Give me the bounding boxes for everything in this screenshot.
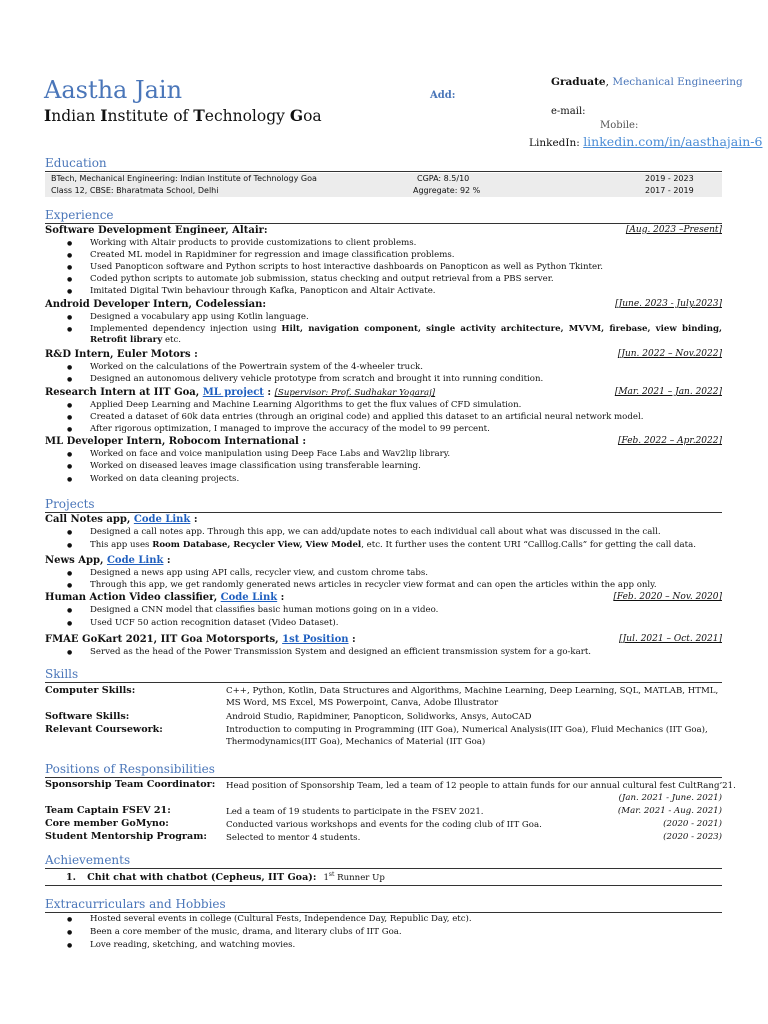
skills-heading: Skills [45,667,79,681]
position-label: Core member GoMyno: [45,818,169,829]
divider [45,512,722,513]
role-title: ML Developer Intern, Robocom International : [Feb. 2022 – Apr.2022] [45,436,722,447]
position-date: (Jan. 2021 - June. 2021) [618,793,722,803]
institute-name: Indian Institute of Technology Goa [44,106,322,125]
position-label: Student Mentorship Program: [45,831,207,842]
divider [45,777,722,778]
linkedin-line: LinkedIn: linkedin.com/in/aasthajain-6 [529,134,763,149]
code-link[interactable]: Code Link [220,592,278,603]
role-date: [Jun. 2022 – Nov.2022] [617,349,722,359]
role-title: Android Developer Intern, Codelessian: [June. 2023 - July.2023] [45,299,722,310]
role-title: Research Intern at IIT Goa, ML project : [Supervisor: Prof. Sudhakar Yogaraj] [Mar. 2021 – Jan. 2022] [45,387,722,398]
supervisor: [Supervisor: Prof. Sudhakar Yogaraj] [274,388,436,398]
divider [45,223,722,224]
role-date: [Aug. 2023 –Present] [625,225,722,235]
address-label: Add: [430,90,456,101]
position-desc: Led a team of 19 students to participate in the FSEV 2021. [226,807,484,817]
divider [45,885,722,886]
divider [45,868,722,869]
projects-heading: Projects [45,497,95,511]
role-date: [Mar. 2021 – Jan. 2022] [614,387,722,397]
position-date: (2020 - 2023) [663,832,722,842]
project-title: FMAE GoKart 2021, IIT Goa Motorsports, 1st Position : [Jul. 2021 – Oct. 2021] [45,634,722,645]
position-desc: Conducted various workshops and events for the coding club of IIT Goa. [226,820,542,830]
divider [45,682,722,683]
skill-label: Relevant Coursework: [45,724,163,735]
experience-heading: Experience [45,208,114,222]
role-date: [Feb. 2022 – Apr.2022] [617,436,722,446]
position-desc: Selected to mentor 4 students. [226,833,361,843]
role-date: [June. 2023 - July.2023] [615,299,722,309]
extracurriculars-heading: Extracurriculars and Hobbies [45,897,226,911]
position-date: (Mar. 2021 - Aug. 2021) [617,806,722,816]
project-date: [Jul. 2021 – Oct. 2021] [619,634,722,644]
position-label: Sponsorship Team Coordinator: [45,779,216,790]
role-title: R&D Intern, Euler Motors : [Jun. 2022 – Nov.2022] [45,349,722,360]
position-link[interactable]: 1st Position [282,634,349,645]
code-link[interactable]: Code Link [106,555,164,566]
ml-project-link[interactable]: ML project [202,387,264,398]
divider [45,171,722,172]
skill-value: C++, Python, Kotlin, Data Structures and Algorithms, Machine Learning, Deep Learning, SQL, MATLAB, HTML, MS Word, MS Excel, MS Powerpoint, Canva, Adobe Illustrator [226,686,719,708]
project-date: [Feb. 2020 – Nov. 2020] [613,592,722,602]
skill-value: Android Studio, Rapidminer, Panopticon, Solidworks, Ansys, AutoCAD [226,712,532,722]
achievements-heading: Achievements [45,853,131,867]
graduate-line: Graduate, Mechanical Engineering [551,76,743,88]
candidate-name: Aastha Jain [44,76,183,104]
position-desc: Head position of Sponsorship Team, led a team of 12 people to attain funds for our annual cultural fest CultRang’21. [226,781,736,791]
divider [45,912,722,913]
mobile-label: Mobile: [600,120,639,131]
education-row: BTech, Mechanical Engineering: Indian Institute of Technology Goa CGPA: 8.5/10 2019 - 2023 [45,173,722,185]
project-title: News App, Code Link : [45,555,171,566]
skill-value: Introduction to computing in Programming (IIT Goa), Numerical Analysis(IIT Goa), Fluid Mechanics (IIT Goa), Thermodynamics(IIT Goa), Mechanics of Material (IIT Goa) [226,725,708,747]
skill-label: Computer Skills: [45,685,136,696]
positions-heading: Positions of Responsibilities [45,762,215,776]
code-link[interactable]: Code Link [133,514,191,525]
role-title: Software Development Engineer, Altair: [Aug. 2023 –Present] [45,225,722,236]
education-row: Class 12, CBSE: Bharatmata School, Delhi Aggregate: 92 % 2017 - 2019 [45,185,722,197]
position-label: Team Captain FSEV 21: [45,805,171,816]
skill-label: Software Skills: [45,711,130,722]
project-title: Human Action Video classifier, Code Link : [Feb. 2020 – Nov. 2020] [45,592,722,603]
linkedin-link[interactable]: linkedin.com/in/aasthajain-6 [583,134,763,149]
resume-page: Aastha Jain Indian Institute of Technology Goa Add: Graduate, Mechanical Engineering e-mail: Mobile: LinkedIn: linkedin.com/in/aasthajain-6 Education BTech, Mechanical Engineering: Indian Institute of Technology Goa CGPA: 8.5/10 2019 - 2023 Class 12, CBSE: Bharatmata School, Delhi Aggregate: 92 % 2017 - 2019 Experience Software Development Engineer, Altair: [Aug. 2023 –Present] Working with Altair products to provide customizations to client problems. Created ML model in Rapidminer for regression and image classification problems. Used Panopticon software and Python scripts to host interactive dashboards on Panopticon as well as Python Tkinter. Coded python scripts to automate job submission, status checking and output retrieval from a PBS server. Imitated Digital Twin behaviour through Kafka, Panopticon and Altair Activate. Android Developer Intern, Codelessian: [June. 2023 - July.2023] Designed a vocabulary app using Kotlin language. Implemented dependency injection using Hilt, navigation component, single activity architecture, MVVM, firebase, view binding, Retrofit library etc. R&D Intern, Euler Motors : [Jun. 2022 – Nov.2022] Worked on the calculations of the Powertrain system of the 4-wheeler truck. Designed an autonomous delivery vehicle prototype from scratch and brought it into running condition. Research Intern at IIT Goa, ML project : [Supervisor: Prof. Sudhakar Yogaraj] [Mar. 2021 – Jan. 2022] Applied Deep Learning and Machine Learning Algorithms to get the flux values of CFD simulation. Created a dataset of 60k data entries (through an original code) and applied this dataset to an artificial neural network model. After rigorous optimization, I managed to improve the accuracy of the model to 99 percent. ML Developer Intern, Robocom International : [Feb. 2022 – Apr.2022] Worked on face and voice manipulation using Deep Face Labs and Wav2lip library. Worked on diseased leaves image classification using transferable learning. Worked on data cleaning projects. Projects Call Notes app, Code Link : Designed a call notes app. Through this app, we can add/update notes to each individual call about what was discussed in the call. This app uses Room Database, Recycler View, View Model, etc. It further uses the content URI “Calllog.Calls” for getting the call data. News App, Code Link : Designed a news app using API calls, recycler view, and custom chrome tabs. Through this app, we get randomly generated news articles in recycler view format and can open the articles within the app only. Human Action Video classifier, Code Link : [Feb. 2020 – Nov. 2020] Designed a CNN model that classifies basic human motions going on in a video. Used UCF 50 action recognition dataset (Video Dataset). FMAE GoKart 2021, IIT Goa Motorsports, 1st Position : [Jul. 2021 – Oct. 2021] Served as the head of the Power Transmission System and designed an efficient transmission system for a go-kart. Skills Computer Skills: C++, Python, Kotlin, Data Structures and Algorithms, Machine Learning, Deep Learning, SQL, MATLAB, HTML, MS Word, MS Excel, MS Powerpoint, Canva, Adobe Illustrator Software Skills: Android Studio, Rapidminer, Panopticon, Solidworks, Ansys, AutoCAD Relevant Coursework: Introduction to computing in Programming (IIT Goa), Numerical Analysis(IIT Goa), Fluid Mechanics (IIT Goa), Thermodynamics(IIT Goa), Mechanics of Material (IIT Goa) Positions of Responsibilities Sponsorship Team Coordinator: Head position of Sponsorship Team, led a team of 12 people to attain funds for our annual cultural fest CultRang’21. (Jan. 2021 - June. 2021) Team Captain FSEV 21: Led a team of 19 students to participate in the FSEV 2021. (Mar. 2021 - Aug. 2021) Core member GoMyno: Conducted various workshops and events for the coding club of IIT Goa. (2020 - 2021) Student Mentorship Program: Selected to mentor 4 students. (2020 - 2023) Achievements 1. Chit chat with chatbot (Cepheus, IIT Goa): 1st Runner Up Extracurriculars and Hobbies Hosted several events in college (Cultural Fests, Independence Day, Republic Day, etc). Been a core member of the music, drama, and literary clubs of IIT Goa. Love reading, sketching, and watching movies. [44,76,763,950]
position-date: (2020 - 2021) [663,819,722,829]
email-label: e-mail: [551,106,586,117]
education-heading: Education [45,156,107,170]
achievement-item: 1. Chit chat with chatbot (Cepheus, IIT Goa): 1st Runner Up [66,871,385,884]
project-title: Call Notes app, Code Link : [45,514,198,525]
